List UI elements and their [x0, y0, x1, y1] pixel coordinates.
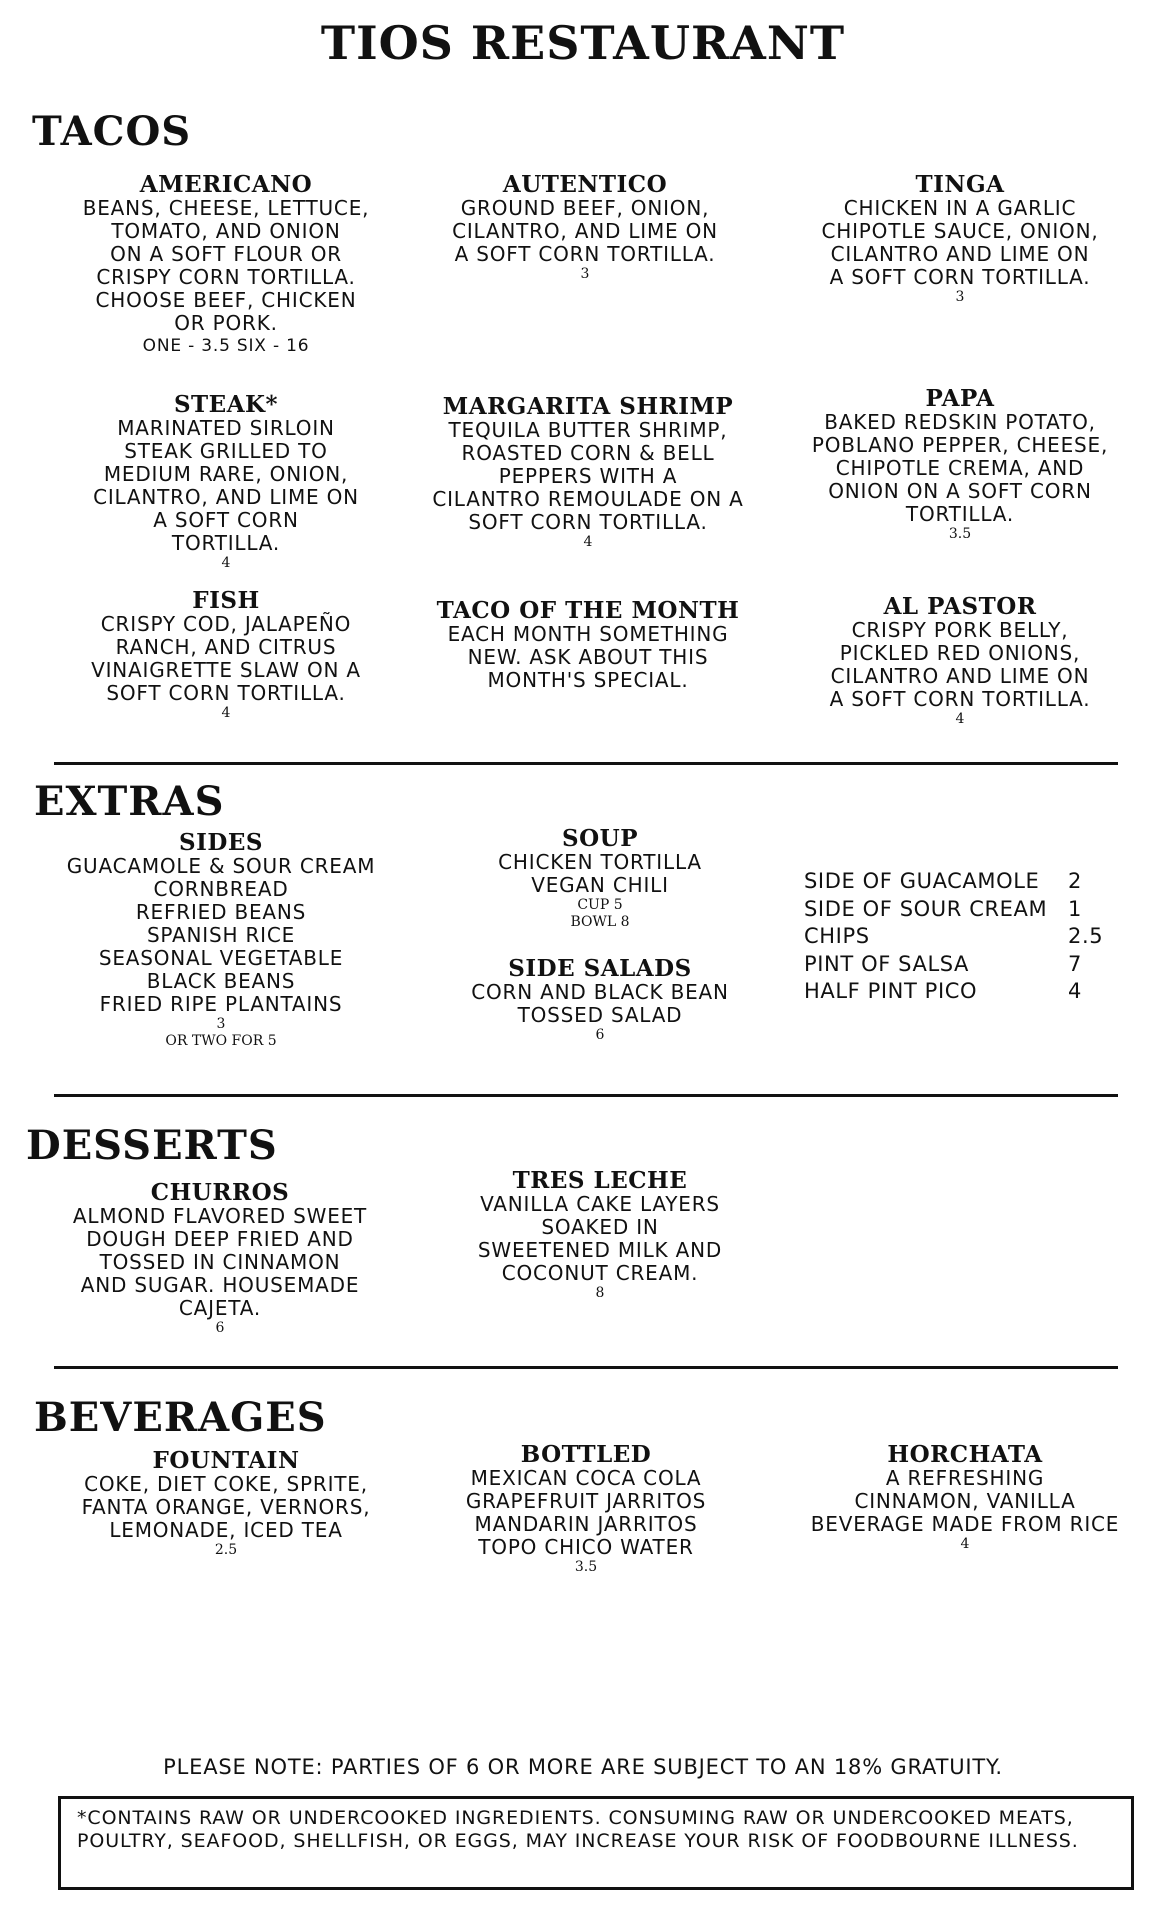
item-name: STEAK* — [173, 391, 279, 418]
item-name: AMERICANO — [139, 171, 313, 198]
extras-price-list — [804, 868, 1104, 1006]
item-name: BOTTLED — [520, 1441, 652, 1468]
item-description: MEXICAN COCA COLA GRAPEFRUIT JARRITOS MANDARIN JARRITOS TOPO CHICO WATER — [465, 1466, 707, 1559]
item-price-bowl: BOWL 8 — [570, 914, 630, 930]
item-description: ALMOND FLAVORED SWEET DOUGH DEEP FRIED AND TOSSED IN CINNAMON AND SUGAR. HOUSEMADE CAJETA. — [72, 1204, 368, 1320]
section-divider — [54, 1094, 1118, 1097]
price-row-price: 4 — [1068, 979, 1082, 1003]
item-description: A REFRESHING CINNAMON, VANILLA BEVERAGE MADE FROM RICE — [810, 1466, 1120, 1536]
item-description: CHICKEN TORTILLA VEGAN CHILI — [498, 850, 702, 897]
price-row-item: SIDE OF SOUR CREAM — [804, 896, 1048, 921]
item-name: SOUP — [562, 825, 638, 852]
item-name: AUTENTICO — [502, 171, 668, 198]
section-heading-desserts: DESSERTS — [26, 1122, 278, 1169]
price-row-item: SIDE OF GUACAMOLE — [804, 869, 1040, 893]
item-price-combo: OR TWO FOR 5 — [165, 1033, 277, 1049]
item-price: 8 — [595, 1285, 605, 1301]
item-description: COKE, DIET COKE, SPRITE, FANTA ORANGE, VERNORS, LEMONADE, ICED TEA — [81, 1472, 371, 1542]
menu-item-taco-of-the-month — [400, 598, 776, 692]
item-price: 6 — [215, 1320, 225, 1336]
menu-item-autentico — [410, 172, 760, 283]
menu-item-americano — [56, 172, 396, 358]
menu-item-churros — [50, 1180, 390, 1337]
item-price: 2.5 — [214, 1542, 238, 1558]
item-price: 3 — [580, 266, 590, 282]
section-heading-beverages: BEVERAGES — [34, 1394, 327, 1441]
item-description: CRISPY PORK BELLY, PICKLED RED ONIONS, CILANTRO AND LIME ON A SOFT CORN TORTILLA. — [829, 618, 1091, 711]
price-row — [804, 896, 1104, 924]
section-heading-tacos: TACOS — [32, 108, 192, 155]
menu-item-tres-leche — [430, 1168, 770, 1302]
price-row-item: CHIPS — [804, 924, 870, 948]
item-price: 4 — [583, 534, 593, 550]
menu-item-steak — [56, 392, 396, 572]
menu-item-side-salads — [420, 956, 780, 1044]
item-description: GROUND BEEF, ONION, CILANTRO, AND LIME ON A SOFT CORN TORTILLA. — [452, 196, 718, 266]
price-row-item: PINT OF SALSA — [804, 951, 970, 976]
menu-item-fountain — [56, 1448, 396, 1559]
item-description: CORN AND BLACK BEAN TOSSED SALAD — [471, 980, 729, 1027]
price-row-price: 2.5 — [1068, 924, 1104, 948]
item-price: 4 — [960, 1536, 970, 1552]
item-name: FISH — [192, 587, 260, 614]
price-row-price: 2 — [1068, 869, 1082, 893]
disclaimer-text: *CONTAINS RAW OR UNDERCOOKED INGREDIENTS. CONSUMING RAW OR UNDERCOOKED MEATS, POULTRY, SEAFOOD, SHELLFISH, OR EGGS, MAY INCREASE YOUR RISK OF FOODBOURNE ILLNESS. — [77, 1807, 1079, 1852]
item-price-cup: CUP 5 — [577, 897, 623, 913]
item-description: TEQUILA BUTTER SHRIMP, ROASTED CORN & BELL PEPPERS WITH A CILANTRO REMOULADE ON A SOFT CORN TORTILLA. — [432, 418, 744, 534]
item-description: VANILLA CAKE LAYERS SOAKED IN SWEETENED MILK AND COCONUT CREAM. — [477, 1192, 723, 1285]
menu-item-papa — [790, 386, 1130, 543]
item-price: 6 — [595, 1027, 605, 1043]
item-description: GUACAMOLE & SOUR CREAM CORNBREAD REFRIED BEANS SPANISH RICE SEASONAL VEGETABLE BLACK BEANS FRIED RIPE PLANTAINS — [66, 854, 376, 1016]
item-price: 3.5 — [948, 526, 972, 542]
section-divider — [54, 1366, 1118, 1369]
price-row — [804, 951, 1104, 979]
menu-item-sides — [40, 830, 402, 1050]
price-row-price: 7 — [1068, 951, 1082, 976]
item-price: 3 — [216, 1016, 226, 1032]
menu-item-fish — [56, 588, 396, 722]
item-description: EACH MONTH SOMETHING NEW. ASK ABOUT THIS MONTH'S SPECIAL. — [447, 622, 729, 692]
item-name: FOUNTAIN — [152, 1447, 300, 1474]
item-name: AL PASTOR — [883, 593, 1037, 620]
menu-item-horchata — [790, 1442, 1140, 1553]
menu-item-margarita-shrimp — [396, 394, 780, 551]
item-name: TACO OF THE MONTH — [436, 597, 740, 624]
section-heading-extras: EXTRAS — [34, 778, 225, 825]
menu-item-bottled — [416, 1442, 756, 1576]
section-divider — [54, 762, 1118, 765]
item-name: MARGARITA SHRIMP — [442, 393, 734, 420]
item-price: 4 — [955, 711, 965, 727]
item-name: HORCHATA — [887, 1441, 1043, 1468]
item-description: MARINATED SIRLOIN STEAK GRILLED TO MEDIUM RARE, ONION, CILANTRO, AND LIME ON A SOFT CORN TORTILLA. — [93, 416, 359, 555]
menu-title: TIOS RESTAURANT — [320, 16, 846, 70]
price-row-item: HALF PINT PICO — [804, 979, 978, 1003]
price-row — [804, 978, 1104, 1006]
item-description: BEANS, CHEESE, LETTUCE, TOMATO, AND ONION ON A SOFT FLOUR OR CRISPY CORN TORTILLA. CHOOSE BEEF, CHICKEN OR PORK. — [82, 196, 370, 335]
item-price: ONE - 3.5 SIX - 16 — [142, 336, 310, 356]
item-description: CRISPY COD, JALAPEÑO RANCH, AND CITRUS VINAIGRETTE SLAW ON A SOFT CORN TORTILLA. — [91, 612, 361, 705]
price-row-price: 1 — [1068, 896, 1082, 921]
item-price: 4 — [221, 705, 231, 721]
item-name: CHURROS — [150, 1179, 290, 1206]
item-name: SIDE SALADS — [508, 955, 692, 982]
price-row — [804, 868, 1104, 896]
menu-item-al-pastor — [790, 594, 1130, 728]
item-name: SIDES — [179, 829, 263, 856]
price-row — [804, 923, 1104, 951]
item-name: TRES LECHE — [512, 1167, 688, 1194]
item-name: TINGA — [915, 171, 1005, 198]
gratuity-note: PLEASE NOTE: PARTIES OF 6 OR MORE ARE SUBJECT TO AN 18% GRATUITY. — [163, 1755, 1003, 1779]
item-description: CHICKEN IN A GARLIC CHIPOTLE SAUCE, ONION, CILANTRO AND LIME ON A SOFT CORN TORTILLA. — [821, 196, 1099, 289]
item-name: PAPA — [925, 385, 995, 412]
item-description: BAKED REDSKIN POTATO, POBLANO PEPPER, CHEESE, CHIPOTLE CREMA, AND ONION ON A SOFT CORN TORTILLA. — [811, 410, 1109, 526]
menu-item-tinga — [790, 172, 1130, 306]
item-price: 3.5 — [574, 1559, 598, 1575]
menu-item-soup — [420, 826, 780, 931]
allergy-disclaimer-box — [58, 1796, 1134, 1890]
item-price: 3 — [955, 289, 965, 305]
item-price: 4 — [221, 555, 231, 571]
